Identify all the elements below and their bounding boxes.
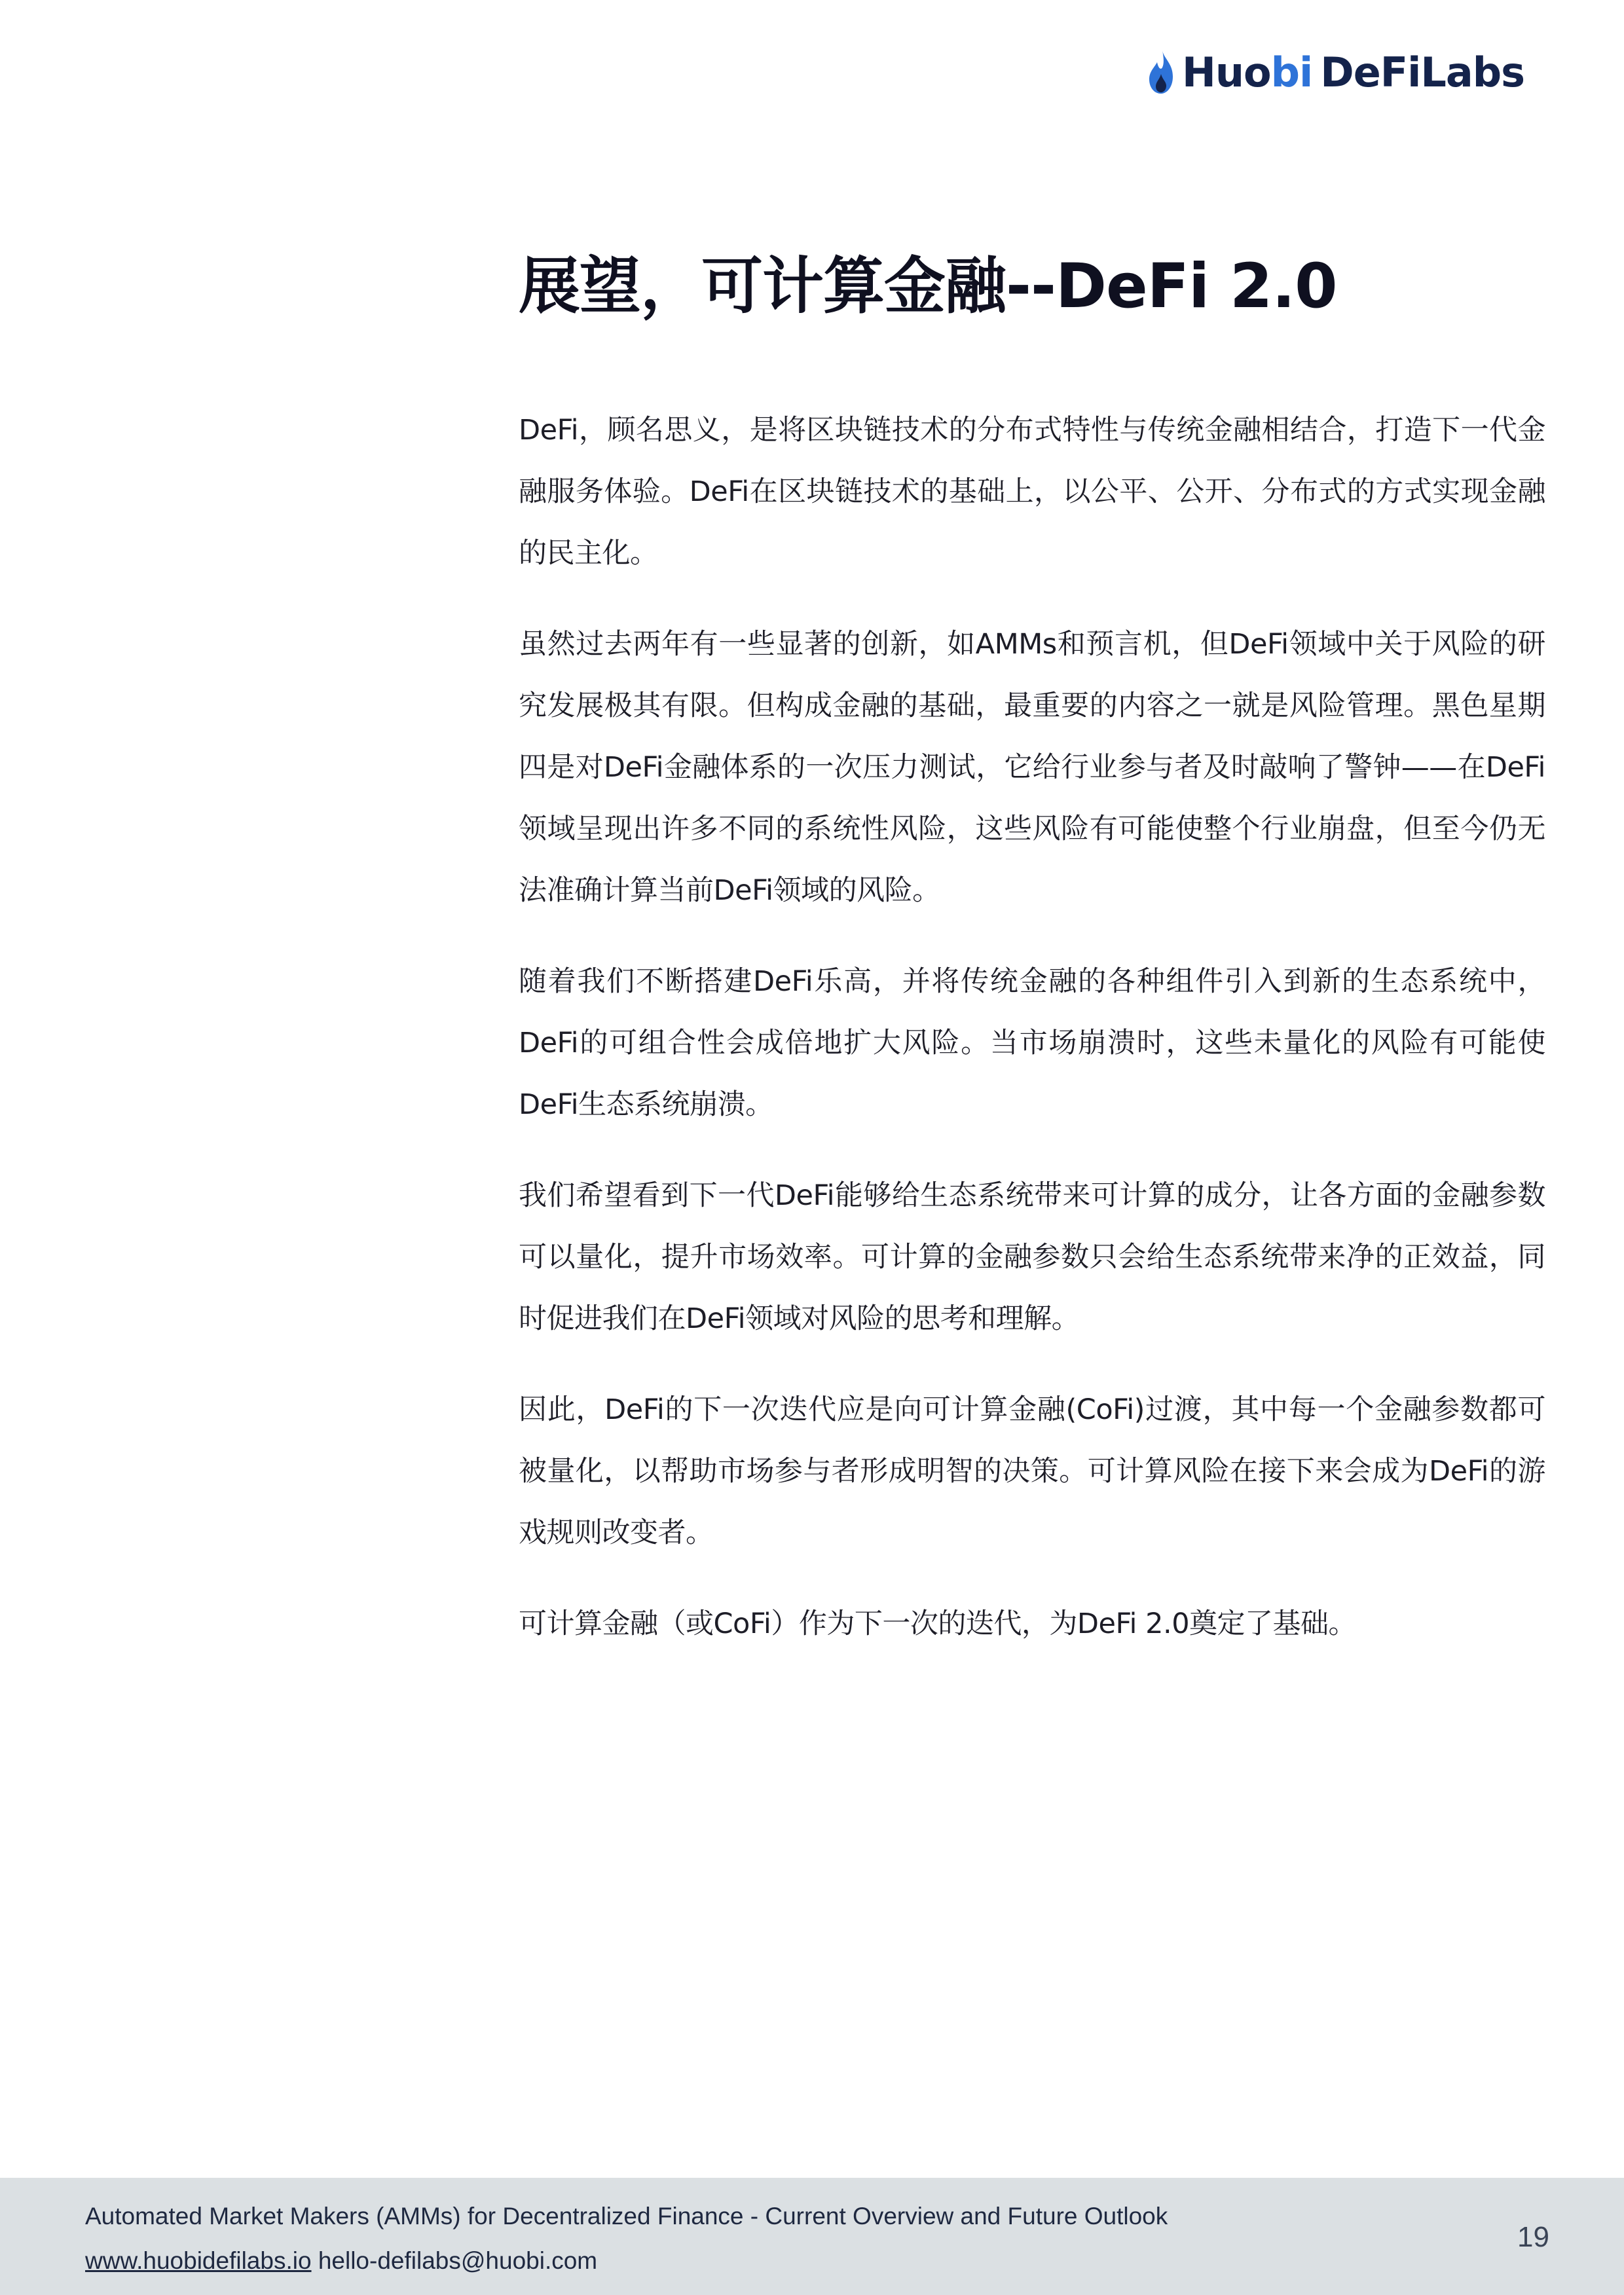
page-footer — [0, 2178, 1624, 2295]
paragraph: 虽然过去两年有一些显著的创新，如AMMs和预言机，但DeFi领域中关于风险的研究发展极其有限。但构成金融的基础，最重要的内容之一就是风险管理。黑色星期四是对DeFi金融体系的一次压力测试，它给行业参与者及时敲响了警钟——在DeFi领域呈现出许多不同的系统性风险，这些风险有可能使整个行业崩盘，但至今仍无法准确计算当前DeFi领域的风险。 — [519, 628, 1545, 907]
body-text — [519, 399, 1545, 1655]
paragraph: 可计算金融（或CoFi）作为下一次的迭代，为DeFi 2.0奠定了基础。 — [519, 1607, 1357, 1640]
logo-text-defilabs: DeFiLabs — [1320, 48, 1524, 96]
paragraph: DeFi，顾名思义，是将区块链技术的分布式特性与传统金融相结合，打造下一代金融服务体验。DeFi在区块链技术的基础上，以公平、公开、分布式的方式实现金融的民主化。 — [519, 414, 1545, 570]
company-logo — [1147, 46, 1524, 98]
paragraph: 随着我们不断搭建DeFi乐高，并将传统金融的各种组件引入到新的生态系统中，DeFi的可组合性会成倍地扩大风险。当市场崩溃时，这些未量化的风险有可能使DeFi生态系统崩溃。 — [519, 965, 1545, 1121]
logo-text-bi: bi — [1270, 48, 1313, 96]
footer-document-title: Automated Market Makers (AMMs) for Decentralized Finance - Current Overview and Future Outlook — [85, 2203, 1168, 2230]
page-number: 19 — [1517, 2221, 1549, 2253]
main-content — [519, 248, 1545, 1684]
footer-contact — [85, 2247, 597, 2275]
flame-icon — [1147, 49, 1175, 95]
paragraph: 因此，DeFi的下一次迭代应是向可计算金融(CoFi)过渡，其中每一个金融参数都可被量化，以帮助市场参与者形成明智的决策。可计算风险在接下来会成为DeFi的游戏规则改变者。 — [519, 1393, 1545, 1549]
page-title: 展望，可计算金融--DeFi 2.0 — [519, 251, 1337, 322]
paragraph: 我们希望看到下一代DeFi能够给生态系统带来可计算的成分，让各方面的金融参数可以量化，提升市场效率。可计算的金融参数只会给生态系统带来净的正效益，同时促进我们在DeFi领域对风险的思考和理解。 — [519, 1179, 1545, 1335]
logo-text-huo: Huo — [1181, 48, 1271, 96]
website-link[interactable]: www.huobidefilabs.io — [85, 2247, 312, 2274]
email-text[interactable]: hello-defilabs@huobi.com — [318, 2247, 598, 2274]
